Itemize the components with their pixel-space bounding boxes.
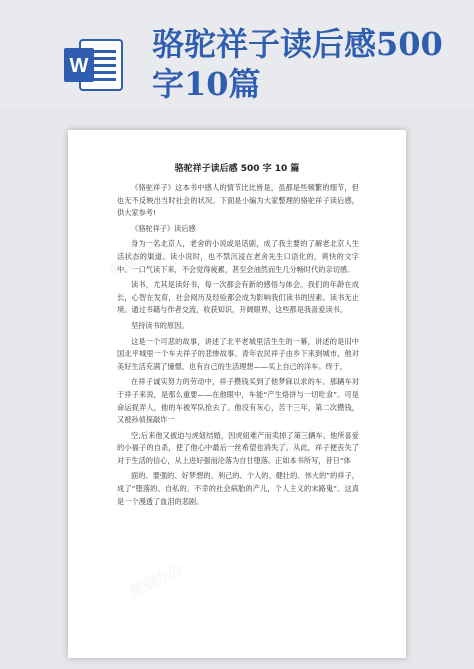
paragraph: 读书，尤其是读好书，每一次都会有新的感悟与体会。我们的年龄在成长，心智在发育，社会阅历及经验都会成为影响我们读书的因素。读书无止境。通过书籍与作者交流，收获知识，开阔眼界，这些都是我喜爱读书。 [117, 280, 359, 315]
watermark: 熊猫办公 [267, 421, 326, 460]
word-document-icon [62, 38, 124, 92]
paragraph: 在祥子诚实努力的劳动中，祥子攒钱买到了他梦寐以求的车。那辆车对于祥子来说，是那么重要——在他眼中，车能“产生烙饼与一切吃食”。可是命运捉弄人，他的车被军队抢去了。他没有灰心，苦干三年，第二次攒钱，又被孙侦探敲诈一 [117, 377, 359, 425]
paragraph: 身为一名北京人，老舍的小说或是话剧，成了我主要的了解老北京人生活状态的渠道。读小说时，也不禁沉浸在老舍先生口语化的，爽快的文字中。一口气读下来，不会觉得疲累，甚至会油然而生几分畅时代的亲切感。 [117, 239, 359, 274]
watermark: 熊猫办公 [127, 561, 186, 600]
watermark: 熊猫办公 [107, 241, 166, 280]
paragraph: 《骆驼祥子》读后感 [131, 223, 196, 233]
banner-title: 骆驼祥子读后感500字10篇 [152, 25, 443, 103]
word-icon-letter: W [69, 55, 89, 77]
document-title: 骆驼祥子读后感 500 字 10 篇 [174, 164, 300, 174]
document-page [68, 130, 406, 658]
paragraph: 《骆驼祥子》这本书中感人的情节比比皆是，虽都是些频繁的细节，但也无不反映出当时社会的状况。下面是小编为大家整理的骆驼祥子读后感，供大家参考! [117, 183, 359, 218]
paragraph: 空;后来他又被迫与虎妞结婚，因虎妞难产而卖掉了第三辆车。他所喜爱的小福子的自杀，使了他心中最后一丝希望也消失了。从此，祥子便丧失了对于生活的信心，从上进好强而沦落为自甘堕落。正如本书所写，昔日“体 [117, 430, 359, 465]
paragraph: 面的、要强的、好梦想的、利己的、个人的、健壮的、伟大的”的祥子，成了“堕落的、自私的、不幸的社会病胎的产儿，个人主义的末路鬼”。这真是一个漫透了血泪的悲剧。 [117, 471, 359, 506]
paragraph: 坚持读书的原因。 [131, 320, 189, 330]
document-body [117, 182, 359, 511]
paragraph: 这是一个可悲的故事，讲述了北平老城里活生生的一幕，讲述的是旧中国北平城里一个车夫祥子的悲惨故事。青年农民祥子由乡下来到城市，他对美好生活充满了憧憬，也有自己的生活理想——买上自己的洋车。终于， [117, 336, 359, 371]
header-banner [0, 0, 474, 108]
